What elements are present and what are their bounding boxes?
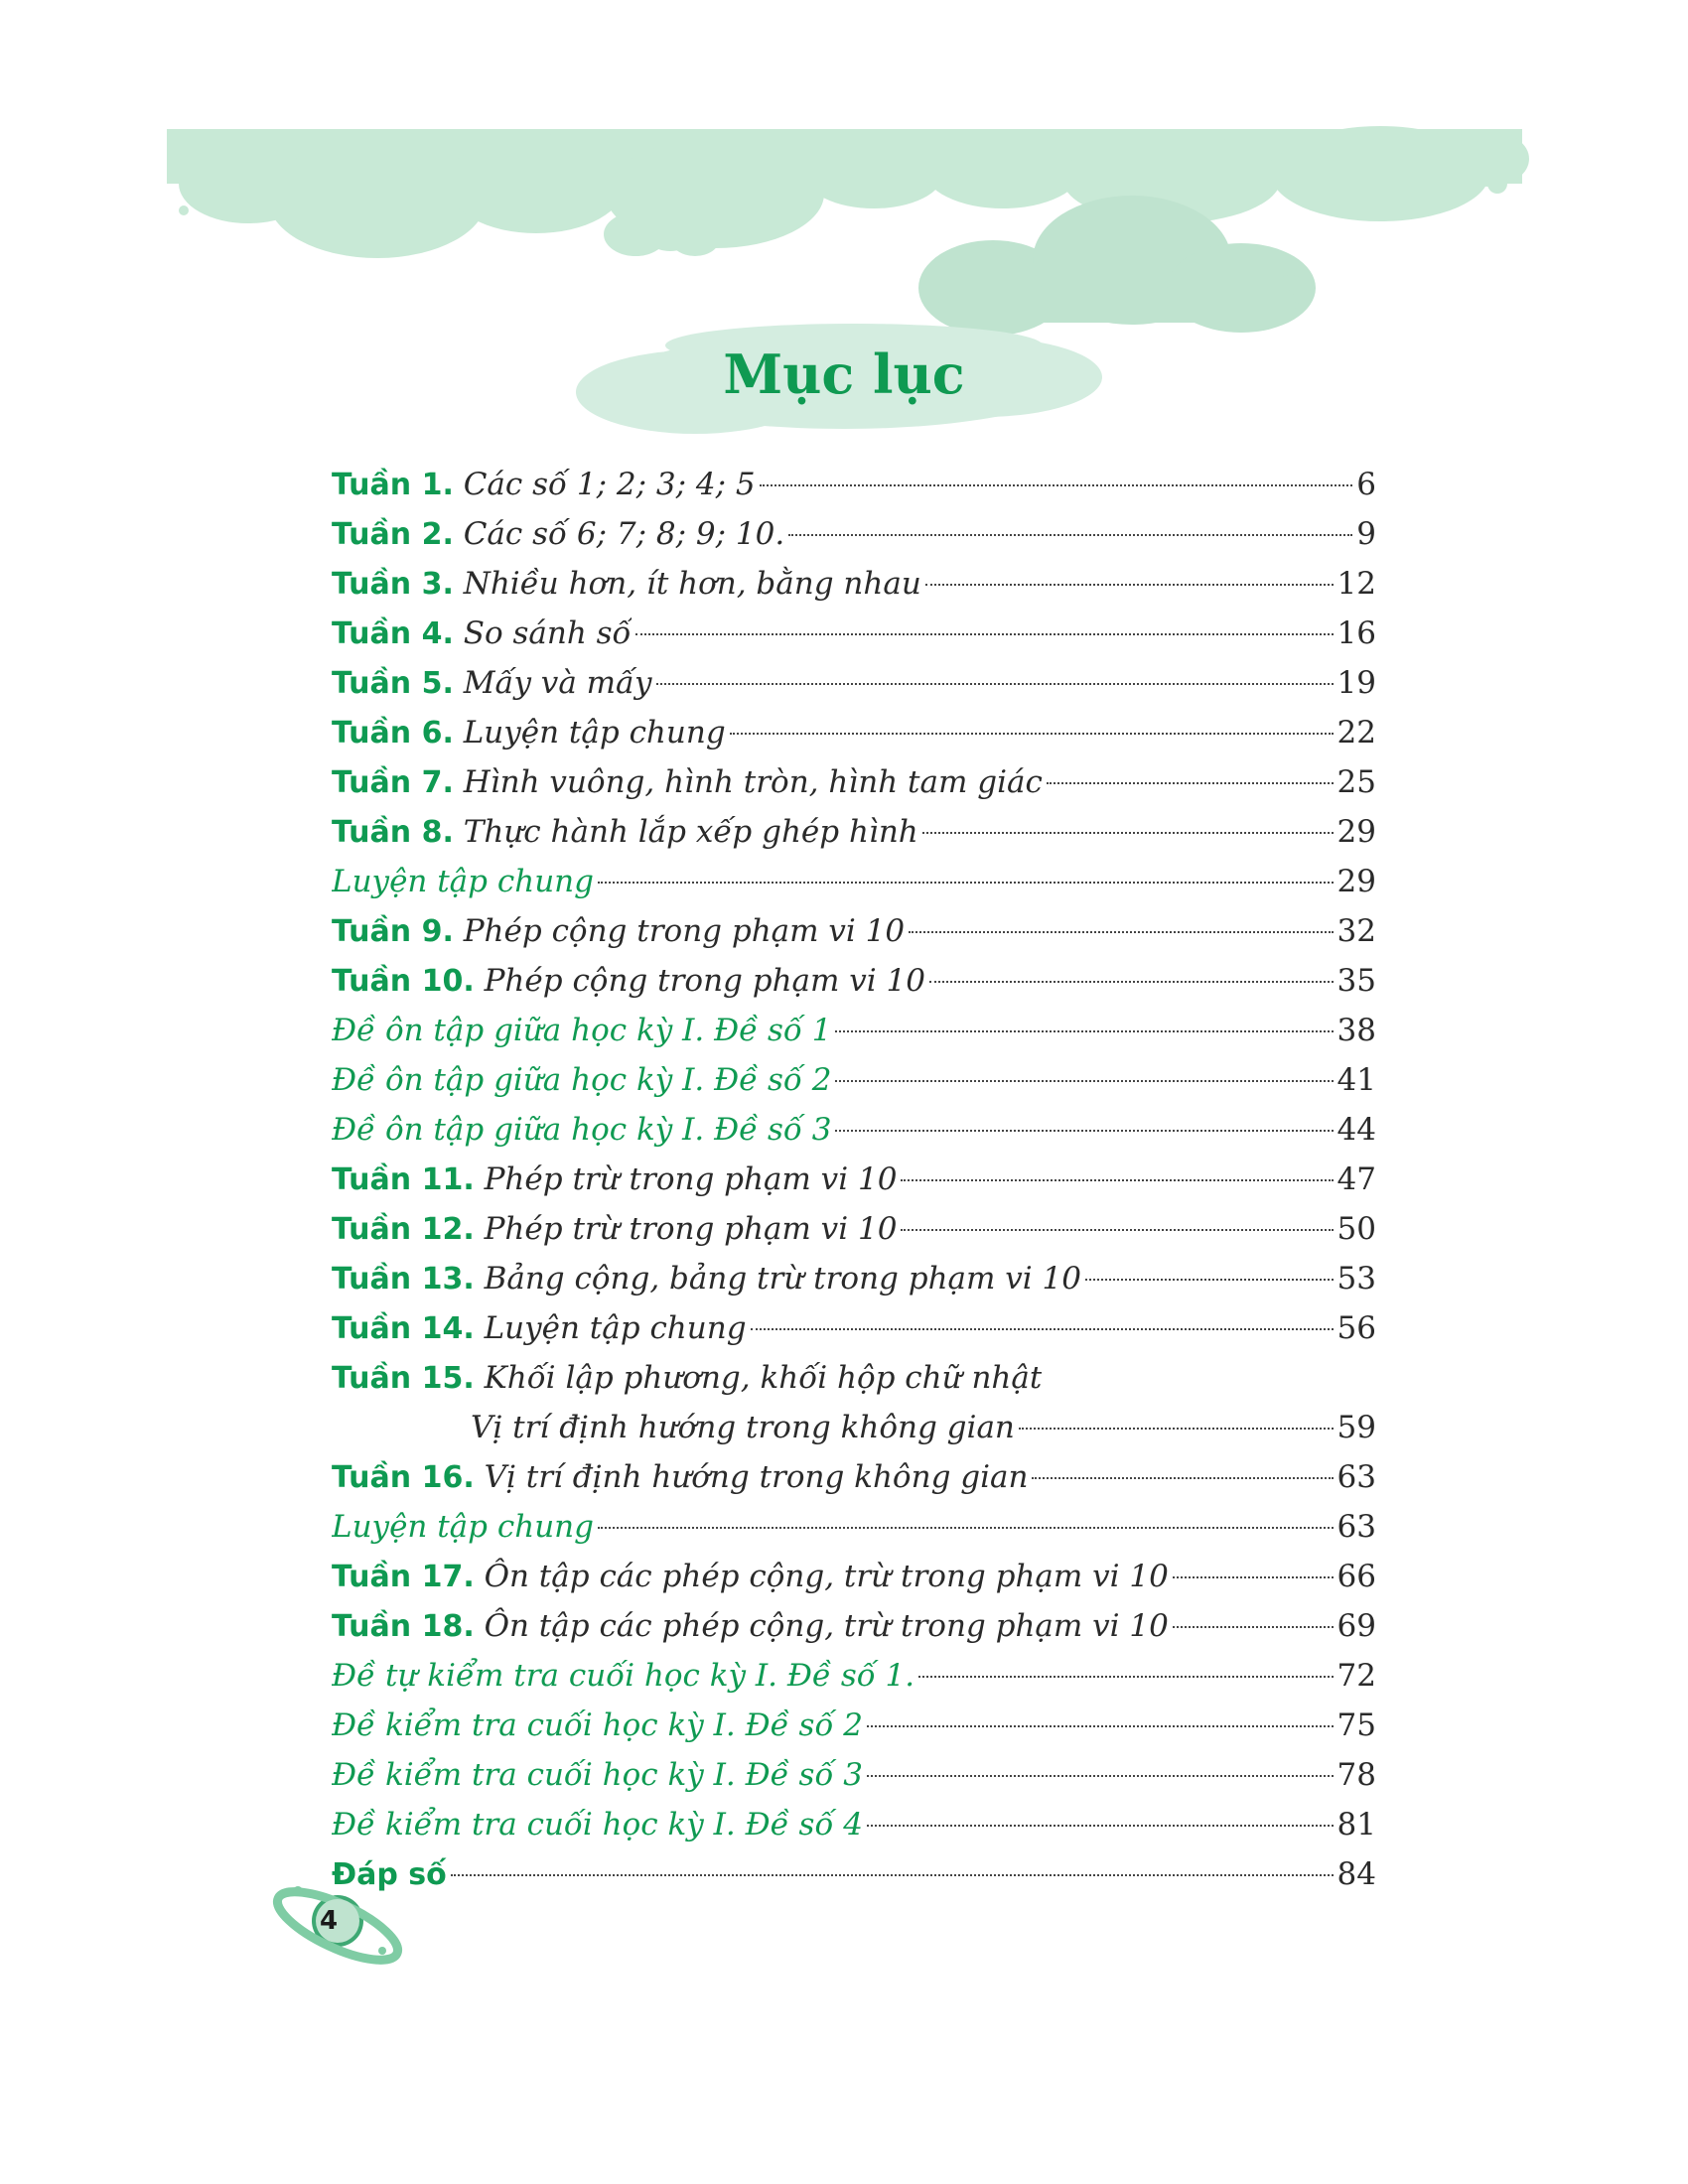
toc-page-number: 29 xyxy=(1336,814,1376,850)
toc-title: Các số 6; 7; 8; 9; 10. xyxy=(463,516,785,552)
toc-page-number: 9 xyxy=(1356,516,1376,552)
toc-title: Thực hành lắp xếp ghép hình xyxy=(463,814,918,850)
toc-entry[interactable] xyxy=(332,658,1376,708)
toc-week-number: Tuần 18. xyxy=(332,1609,475,1644)
toc-entry[interactable] xyxy=(332,1502,1376,1552)
toc-entry-text xyxy=(332,1452,1028,1503)
toc-entry-text xyxy=(332,1800,863,1849)
toc-leader-dots xyxy=(901,1179,1333,1181)
toc-title: Ôn tập các phép cộng, trừ trong phạm vi 10 xyxy=(484,1559,1169,1594)
toc-week-number: Tuần 9. xyxy=(332,914,454,949)
toc-title: Luyện tập chung xyxy=(332,864,594,899)
toc-leader-dots xyxy=(1173,1576,1334,1578)
toc-page-number: 69 xyxy=(1336,1608,1376,1644)
page-title: Mục lục xyxy=(723,342,965,406)
toc-leader-dots xyxy=(922,832,1334,834)
toc-leader-dots xyxy=(918,1676,1333,1678)
toc-page-number: 35 xyxy=(1336,963,1376,999)
toc-entry-text xyxy=(332,1502,594,1552)
toc-entry-text xyxy=(332,1204,897,1255)
toc-page-number: 29 xyxy=(1336,864,1376,899)
toc-entry-text xyxy=(332,1552,1169,1602)
toc-title: Đề kiểm tra cuối học kỳ I. Đề số 4 xyxy=(332,1807,863,1843)
toc-entry-text xyxy=(332,1105,831,1155)
toc-leader-dots xyxy=(835,1080,1333,1082)
toc-page-number: 75 xyxy=(1336,1707,1376,1743)
toc-title: Hình vuông, hình tròn, hình tam giác xyxy=(463,764,1043,800)
toc-title: Đề ôn tập giữa học kỳ I. Đề số 3 xyxy=(332,1112,832,1148)
toc-leader-dots xyxy=(598,1527,1334,1529)
toc-title: Đề kiểm tra cuối học kỳ I. Đề số 2 xyxy=(332,1707,863,1743)
toc-title: Phép trừ trong phạm vi 10 xyxy=(484,1211,898,1247)
toc-week-number: Tuần 14. xyxy=(332,1311,475,1346)
toc-leader-dots xyxy=(656,683,1334,685)
toc-entry[interactable] xyxy=(332,1155,1376,1204)
toc-entry-text xyxy=(332,1601,1169,1652)
toc-entry[interactable] xyxy=(332,1055,1376,1105)
toc-entry[interactable] xyxy=(332,1651,1376,1701)
toc-entry[interactable] xyxy=(332,460,1376,509)
toc-entry-text xyxy=(332,658,652,709)
toc-page-number: 81 xyxy=(1336,1807,1376,1843)
toc-title: Các số 1; 2; 3; 4; 5 xyxy=(463,467,756,502)
toc-leader-dots xyxy=(451,1874,1334,1876)
toc-page-number: 53 xyxy=(1336,1261,1376,1297)
toc-entry[interactable] xyxy=(332,906,1376,956)
toc-leader-dots xyxy=(835,1030,1333,1032)
toc-week-number: Tuần 10. xyxy=(332,964,475,999)
toc-entry-text xyxy=(332,708,726,758)
toc-entry-text xyxy=(332,1006,831,1055)
toc-entry-text xyxy=(332,1849,447,1900)
toc-title: Ôn tập các phép cộng, trừ trong phạm vi 10 xyxy=(484,1608,1169,1644)
toc-title: Vị trí định hướng trong không gian xyxy=(471,1410,1015,1445)
toc-entry-text xyxy=(332,1651,914,1701)
toc-page-number: 22 xyxy=(1336,715,1376,751)
toc-page-number: 38 xyxy=(1336,1013,1376,1048)
toc-entry[interactable] xyxy=(332,1849,1376,1899)
toc-page-number: 6 xyxy=(1356,467,1376,502)
toc-leader-dots xyxy=(760,484,1353,486)
toc-week-number: Tuần 17. xyxy=(332,1560,475,1594)
toc-entry[interactable] xyxy=(332,1701,1376,1750)
toc-title: Vị trí định hướng trong không gian xyxy=(484,1459,1029,1495)
toc-leader-dots xyxy=(925,584,1334,586)
toc-week-number: Tuần 16. xyxy=(332,1460,475,1495)
toc-title: Phép trừ trong phạm vi 10 xyxy=(484,1161,898,1197)
toc-entry[interactable] xyxy=(332,1303,1376,1353)
toc-week-number: Tuần 15. xyxy=(332,1361,475,1396)
toc-week-number: Tuần 7. xyxy=(332,765,454,800)
toc-title: Luyện tập chung xyxy=(463,715,726,751)
toc-entry[interactable] xyxy=(332,1452,1376,1502)
toc-entry-text xyxy=(332,609,632,659)
toc-week-number: Tuần 4. xyxy=(332,616,454,651)
toc-entry-text xyxy=(332,807,918,858)
toc-entry[interactable] xyxy=(332,708,1376,757)
toc-week-number: Đáp số xyxy=(332,1857,447,1892)
toc-entry-text xyxy=(332,559,921,610)
table-of-contents xyxy=(332,460,1376,1899)
toc-entry-text xyxy=(332,1155,897,1205)
toc-title: Đề ôn tập giữa học kỳ I. Đề số 1 xyxy=(332,1013,832,1048)
toc-page-number: 66 xyxy=(1336,1559,1376,1594)
toc-page-number: 72 xyxy=(1336,1658,1376,1694)
toc-leader-dots xyxy=(867,1725,1334,1727)
toc-page-number: 63 xyxy=(1336,1509,1376,1545)
toc-title: Nhiều hơn, ít hơn, bằng nhau xyxy=(463,566,921,602)
toc-leader-dots xyxy=(867,1775,1334,1777)
toc-page-number: 12 xyxy=(1336,566,1376,602)
toc-entry-text xyxy=(332,1353,1042,1404)
toc-entry[interactable] xyxy=(332,1800,1376,1849)
toc-leader-dots xyxy=(635,633,1334,635)
toc-entry[interactable] xyxy=(332,757,1376,807)
toc-page-number: 32 xyxy=(1336,913,1376,949)
toc-entry[interactable] xyxy=(332,609,1376,658)
toc-leader-dots xyxy=(929,981,1334,983)
toc-page-number: 59 xyxy=(1336,1410,1376,1445)
toc-entry-text xyxy=(332,1403,1015,1452)
toc-title: So sánh số xyxy=(463,615,632,651)
toc-week-number: Tuần 13. xyxy=(332,1262,475,1297)
toc-leader-dots xyxy=(901,1229,1333,1231)
toc-page-number: 50 xyxy=(1336,1211,1376,1247)
toc-leader-dots xyxy=(751,1328,1334,1330)
toc-title: Phép cộng trong phạm vi 10 xyxy=(484,963,926,999)
toc-entry[interactable] xyxy=(332,1105,1376,1155)
toc-title: Khối lập phương, khối hộp chữ nhật xyxy=(484,1360,1043,1396)
toc-leader-dots xyxy=(1047,782,1334,784)
toc-entry-text xyxy=(332,906,905,957)
toc-title: Mấy và mấy xyxy=(463,665,652,701)
toc-entry[interactable] xyxy=(332,1552,1376,1601)
toc-week-number: Tuần 12. xyxy=(332,1212,475,1247)
toc-page-number: 41 xyxy=(1336,1062,1376,1098)
toc-leader-dots xyxy=(1032,1477,1333,1479)
toc-entry[interactable] xyxy=(332,857,1376,906)
toc-entry-text xyxy=(332,1701,863,1750)
toc-entry[interactable] xyxy=(332,956,1376,1006)
toc-entry-text xyxy=(332,956,925,1007)
toc-entry-text xyxy=(332,1303,747,1354)
toc-week-number: Tuần 3. xyxy=(332,567,454,602)
toc-page-number: 44 xyxy=(1336,1112,1376,1148)
toc-entry[interactable] xyxy=(332,807,1376,857)
toc-entry-text xyxy=(332,857,594,906)
toc-page-number: 84 xyxy=(1336,1856,1376,1892)
toc-title: Luyện tập chung xyxy=(332,1509,594,1545)
toc-week-number: Tuần 5. xyxy=(332,666,454,701)
toc-entry[interactable] xyxy=(332,1204,1376,1254)
toc-page-number: 19 xyxy=(1336,665,1376,701)
toc-week-number: Tuần 8. xyxy=(332,815,454,850)
toc-leader-dots xyxy=(835,1130,1333,1132)
toc-entry-text xyxy=(332,1254,1081,1304)
toc-title: Đề tự kiểm tra cuối học kỳ I. Đề số 1. xyxy=(332,1658,915,1694)
toc-title: Luyện tập chung xyxy=(484,1310,747,1346)
toc-week-number: Tuần 11. xyxy=(332,1162,475,1197)
toc-entry-text xyxy=(332,509,784,560)
toc-leader-dots xyxy=(1085,1279,1334,1281)
toc-entry[interactable] xyxy=(332,1601,1376,1651)
toc-page-number: 63 xyxy=(1336,1459,1376,1495)
toc-entry[interactable] xyxy=(332,509,1376,559)
toc-page-number: 16 xyxy=(1336,615,1376,651)
toc-leader-dots xyxy=(1173,1626,1334,1628)
toc-entry[interactable] xyxy=(332,1403,1376,1452)
toc-leader-dots xyxy=(867,1825,1334,1827)
toc-leader-dots xyxy=(788,534,1352,536)
toc-entry-text xyxy=(332,1055,831,1105)
toc-entry[interactable] xyxy=(332,1254,1376,1303)
toc-leader-dots xyxy=(1019,1428,1334,1430)
toc-entry[interactable] xyxy=(332,1353,1376,1403)
toc-week-number: Tuần 6. xyxy=(332,716,454,751)
toc-page-number: 78 xyxy=(1336,1757,1376,1793)
toc-entry-text xyxy=(332,460,756,510)
toc-leader-dots xyxy=(598,882,1334,884)
toc-title: Phép cộng trong phạm vi 10 xyxy=(463,913,906,949)
toc-page-number: 25 xyxy=(1336,764,1376,800)
toc-entry[interactable] xyxy=(332,1750,1376,1800)
toc-week-number: Tuần 1. xyxy=(332,468,454,502)
toc-title: Đề kiểm tra cuối học kỳ I. Đề số 3 xyxy=(332,1757,863,1793)
toc-leader-dots xyxy=(730,733,1334,735)
toc-entry-text xyxy=(332,757,1043,808)
toc-week-number: Tuần 2. xyxy=(332,517,454,552)
toc-page-number: 56 xyxy=(1336,1310,1376,1346)
toc-leader-dots xyxy=(909,931,1333,933)
toc-entry[interactable] xyxy=(332,1006,1376,1055)
toc-title: Đề ôn tập giữa học kỳ I. Đề số 2 xyxy=(332,1062,832,1098)
toc-page-number: 47 xyxy=(1336,1161,1376,1197)
toc-title: Bảng cộng, bảng trừ trong phạm vi 10 xyxy=(484,1261,1082,1297)
page-number: 4 xyxy=(320,1906,339,1936)
toc-entry[interactable] xyxy=(332,559,1376,609)
toc-entry-text xyxy=(332,1750,863,1800)
